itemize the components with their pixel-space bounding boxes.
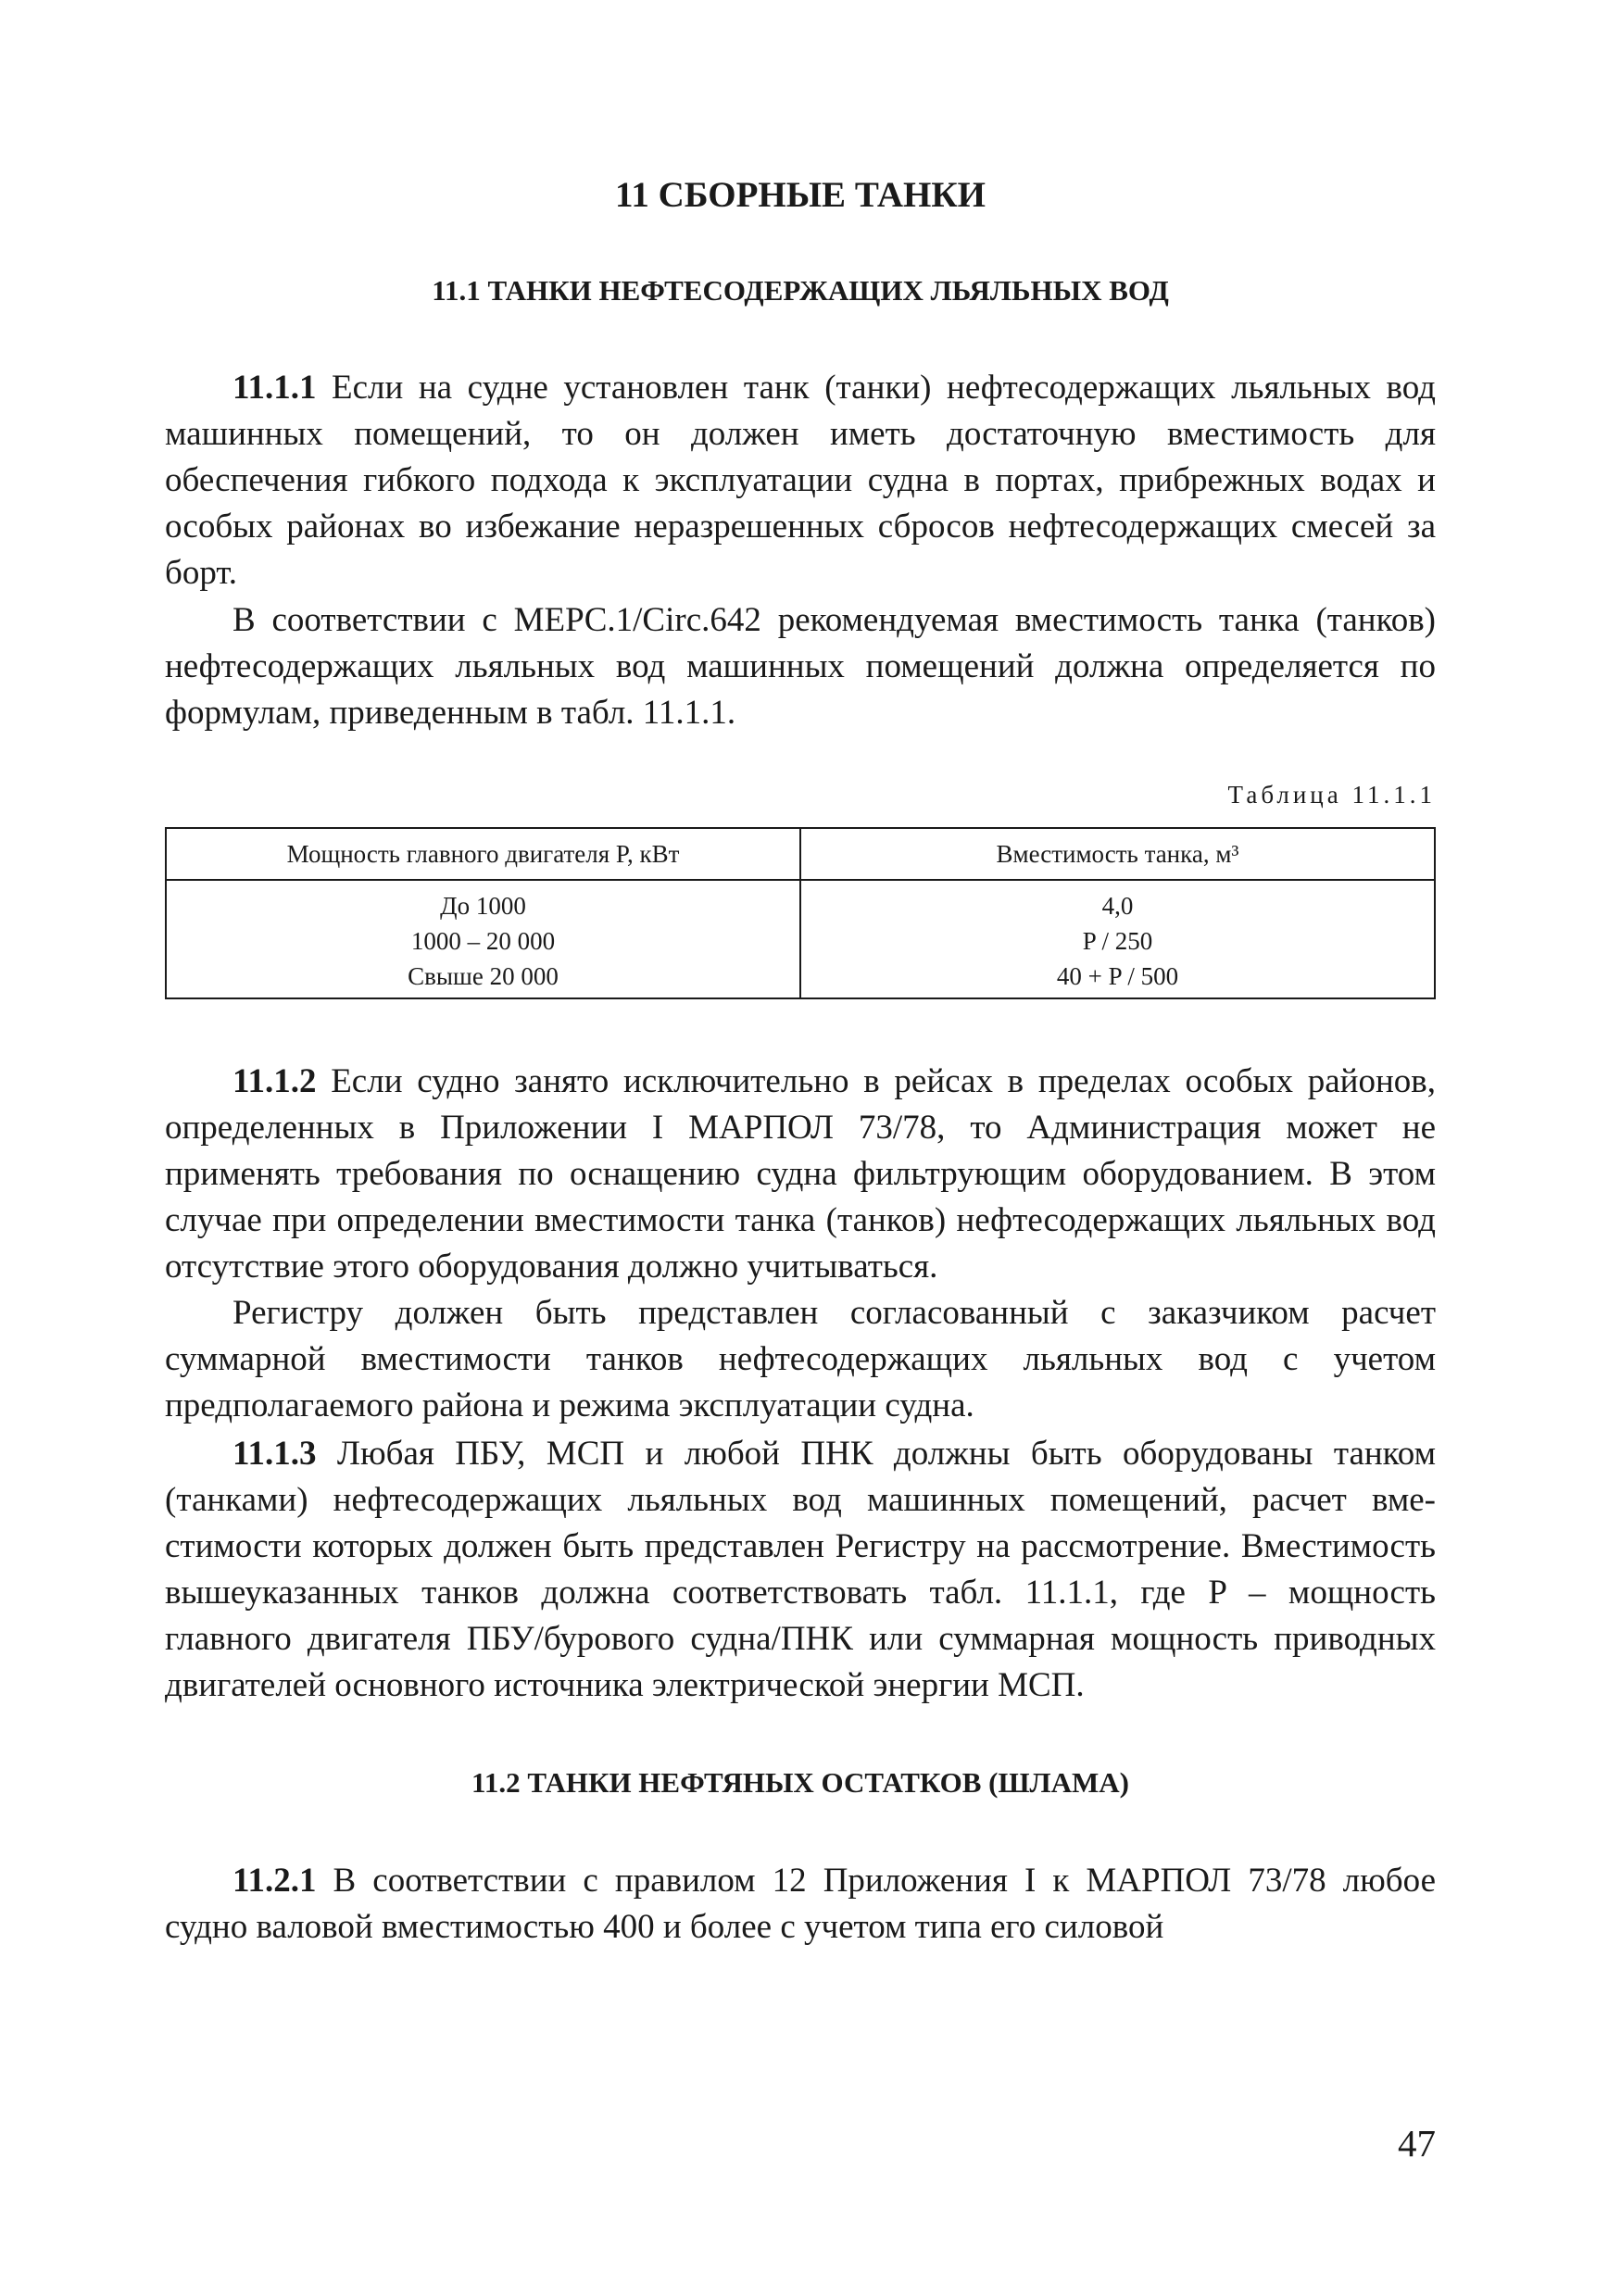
- table-caption: Таблица 11.1.1: [1227, 781, 1436, 809]
- paragraph-text: Если судно занято исключительно в рейсах в пределах особых районов, определенных в Приложении I МАРПОЛ 73/78, то Администрация может не применять требования по оснащению судна фильтрующим оборудованием. В этом случае при определении вместимости танка (танков) нефтесодержащих льяльных вод отсутствие этого оборудования должно учитываться.: [165, 1062, 1436, 1286]
- table-cell-power: [166, 880, 800, 998]
- capacity-value: P / 250: [1082, 927, 1153, 955]
- paragraph-11-2-1: [165, 1858, 1436, 1951]
- paragraph-register: Регистру должен быть представлен согласованный с заказчиком расчет суммарной вместимости танков нефтесодержащих льяльных вод с учетом предполагаемого района и режима эксплуатации судна.: [165, 1294, 1436, 1424]
- table-cell-capacity: [800, 880, 1435, 998]
- paragraph-11-1-3: [165, 1431, 1436, 1709]
- table-header-power: Мощность главного двигателя P, кВт: [166, 828, 800, 880]
- clause-number: 11.1.1: [232, 369, 317, 407]
- paragraph-text: Если на судне установлен танк (танки) нефтесодержащих льяльных вод машинных помещений, то он должен иметь достаточную вместимость для обеспечения гибкого подхода к эксплуатации судна в портах, прибрежных водах и особых районах во избежание неразрешенных сбросов нефтесодержащих смесей за борт.: [165, 369, 1436, 592]
- power-value: До 1000: [440, 892, 526, 920]
- table-row: [166, 880, 1435, 998]
- page-number: 47: [1398, 2122, 1436, 2164]
- section-heading-11-1: 11.1 ТАНКИ НЕФТЕСОДЕРЖАЩИХ ЛЬЯЛЬНЫХ ВОД: [432, 274, 1169, 307]
- clause-number: 11.1.3: [232, 1435, 317, 1473]
- table-header-capacity: Вместимость танка, м³: [800, 828, 1435, 880]
- chapter-title: 11 СБОРНЫЕ ТАНКИ: [614, 175, 986, 215]
- capacity-value: 40 + P / 500: [1056, 962, 1179, 990]
- paragraph-text: В соответствии с правилом 12 Приложения I к МАРПОЛ 73/78 любое судно валовой вместимостью 400 и более с учетом типа его силовой: [165, 1862, 1436, 1946]
- paragraph-11-1-1: [165, 365, 1436, 596]
- tank-capacity-table: [165, 827, 1436, 999]
- section-heading-11-2: 11.2 ТАНКИ НЕФТЯНЫХ ОСТАТКОВ (ШЛАМА): [471, 1766, 1129, 1799]
- clause-number: 11.2.1: [232, 1862, 317, 1900]
- clause-number: 11.1.2: [232, 1062, 317, 1100]
- paragraph-text: Любая ПБУ, МСП и любой ПНК должны быть оборудованы танком (танками) нефтесодержащих льяльных вод машинных помещений, расчет вместимости которых должен быть представлен Регистру на рассмотрение. Вместимость вышеуказанных танков должна соответствовать табл. 11.1.1, где P – мощность главного двигателя ПБУ/бурового судна/ПНК или суммарная мощность приводных двигателей основного источника электрической энергии МСП.: [165, 1435, 1436, 1704]
- capacity-value: 4,0: [1101, 892, 1134, 920]
- paragraph-11-1-2: [165, 1059, 1436, 1290]
- power-value: 1000 – 20 000: [410, 927, 556, 955]
- table-header-row: [166, 828, 1435, 880]
- paragraph-mepc: В соответствии с MEPC.1/Circ.642 рекомендуемая вместимость танка (танков) нефтесодержащих льяльных вод машинных помещений должна определяется по формулам, приведенным в табл. 11.1.1.: [165, 601, 1436, 732]
- power-value: Свыше 20 000: [408, 962, 559, 990]
